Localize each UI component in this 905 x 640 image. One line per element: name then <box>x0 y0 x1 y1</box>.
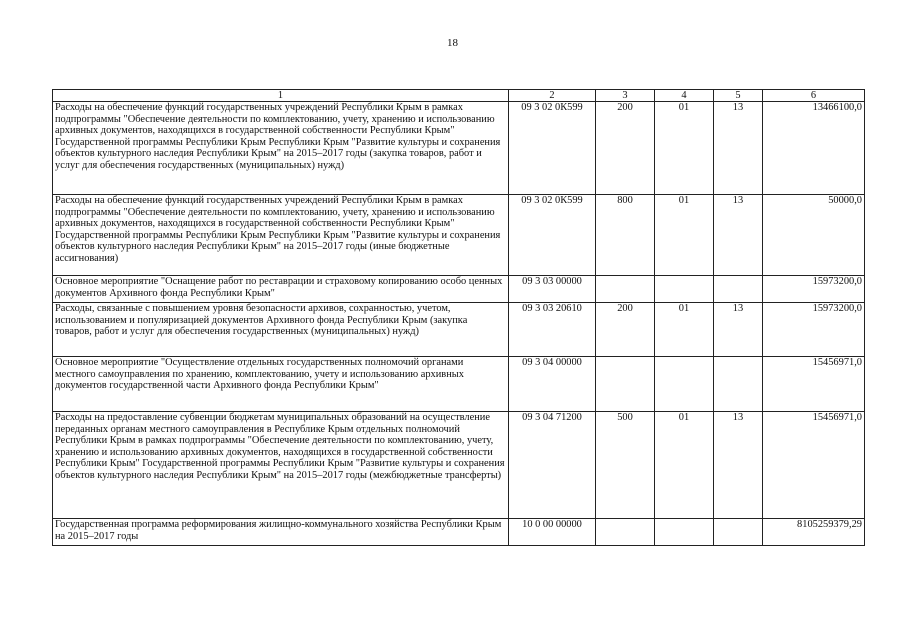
header-col-2: 2 <box>509 90 596 102</box>
row-section <box>655 519 714 546</box>
row-amount: 15456971,0 <box>763 412 865 519</box>
table-row <box>53 357 865 412</box>
row-amount: 15973200,0 <box>763 303 865 357</box>
table-row <box>53 195 865 276</box>
row-description: Расходы, связанные с повышением уровня безопасности архивов, сохранностью, учетом, использованием и популяризацией документов Архивного фонда Республики Крым (закупка товаров, работ и услуг для обеспечения государственных (муниципальных) нужд) <box>53 303 509 357</box>
row-amount: 50000,0 <box>763 195 865 276</box>
row-subsection: 13 <box>714 412 763 519</box>
row-subsection <box>714 519 763 546</box>
row-target-code: 09 3 03 00000 <box>509 276 596 303</box>
row-expense-type: 200 <box>596 303 655 357</box>
header-col-1: 1 <box>53 90 509 102</box>
header-col-3: 3 <box>596 90 655 102</box>
row-description: Расходы на обеспечение функций государственных учреждений Республики Крым в рамках подпрограммы "Обеспечение деятельности по комплектованию, учету, хранению и использованию архивных документов, находящихся в государственной собственности Республики Крым" Государственной программы Республики Крым Республики Крым "Развитие культуры и сохранения объектов культурного наследия Республики Крым" на 2015–2017 годы (закупка товаров, работ и услуг для обеспечения государственных (муниципальных) нужд) <box>53 102 509 195</box>
row-target-code: 09 3 02 0К599 <box>509 195 596 276</box>
budget-table <box>52 89 865 546</box>
row-subsection <box>714 357 763 412</box>
row-expense-type <box>596 276 655 303</box>
header-col-4: 4 <box>655 90 714 102</box>
table-row <box>53 102 865 195</box>
row-target-code: 09 3 04 71200 <box>509 412 596 519</box>
row-subsection: 13 <box>714 195 763 276</box>
row-target-code: 09 3 03 20610 <box>509 303 596 357</box>
row-section <box>655 276 714 303</box>
row-description: Основное мероприятие "Оснащение работ по реставрации и страховому копированию особо ценных документов Архивного фонда Республики Крым" <box>53 276 509 303</box>
row-subsection <box>714 276 763 303</box>
row-subsection: 13 <box>714 303 763 357</box>
row-section <box>655 357 714 412</box>
row-expense-type: 800 <box>596 195 655 276</box>
table-row <box>53 303 865 357</box>
row-expense-type <box>596 357 655 412</box>
row-subsection: 13 <box>714 102 763 195</box>
table-row <box>53 276 865 303</box>
row-section: 01 <box>655 303 714 357</box>
row-expense-type <box>596 519 655 546</box>
table-row <box>53 412 865 519</box>
table-row <box>53 519 865 546</box>
row-description: Расходы на предоставление субвенции бюджетам муниципальных образований на осуществление переданных органам местного самоуправления в Республике Крым отдельных полномочий Республики Крым в рамках подпрограммы "Обеспечение деятельности по комплектованию, учету, хранению и использованию архивных документов, находящихся в государственной собственности Республики Крым" Государственной программы Республики Крым "Развитие культуры и сохранения объектов культурного наследия Республики Крым" на 2015–2017 годы (межбюджетные трансферты) <box>53 412 509 519</box>
row-description: Основное мероприятие "Осуществление отдельных государственных полномочий органами местного самоуправления по хранению, комплектованию, учету и использованию архивных документов государственной части Архивного фонда Республики Крым" <box>53 357 509 412</box>
row-target-code: 10 0 00 00000 <box>509 519 596 546</box>
row-target-code: 09 3 04 00000 <box>509 357 596 412</box>
row-section: 01 <box>655 412 714 519</box>
row-expense-type: 500 <box>596 412 655 519</box>
row-amount: 15973200,0 <box>763 276 865 303</box>
row-section: 01 <box>655 102 714 195</box>
row-description: Расходы на обеспечение функций государственных учреждений Республики Крым в рамках подпрограммы "Обеспечение деятельности по комплектованию, учету, хранению и использованию архивных документов, находящихся в государственной собственности Республики Крым" Государственной программы Республики Крым Республики Крым "Развитие культуры и сохранения объектов культурного наследия Республики Крым" на 2015–2017 годы (иные бюджетные ассигнования) <box>53 195 509 276</box>
table-header-row <box>53 90 865 102</box>
row-section: 01 <box>655 195 714 276</box>
header-col-5: 5 <box>714 90 763 102</box>
row-target-code: 09 3 02 0К599 <box>509 102 596 195</box>
row-amount: 15456971,0 <box>763 357 865 412</box>
row-expense-type: 200 <box>596 102 655 195</box>
row-amount: 13466100,0 <box>763 102 865 195</box>
page-number: 18 <box>447 37 458 49</box>
row-amount: 8105259379,29 <box>763 519 865 546</box>
header-col-6: 6 <box>763 90 865 102</box>
row-description: Государственная программа реформирования жилищно-коммунального хозяйства Республики Крым на 2015–2017 годы <box>53 519 509 546</box>
